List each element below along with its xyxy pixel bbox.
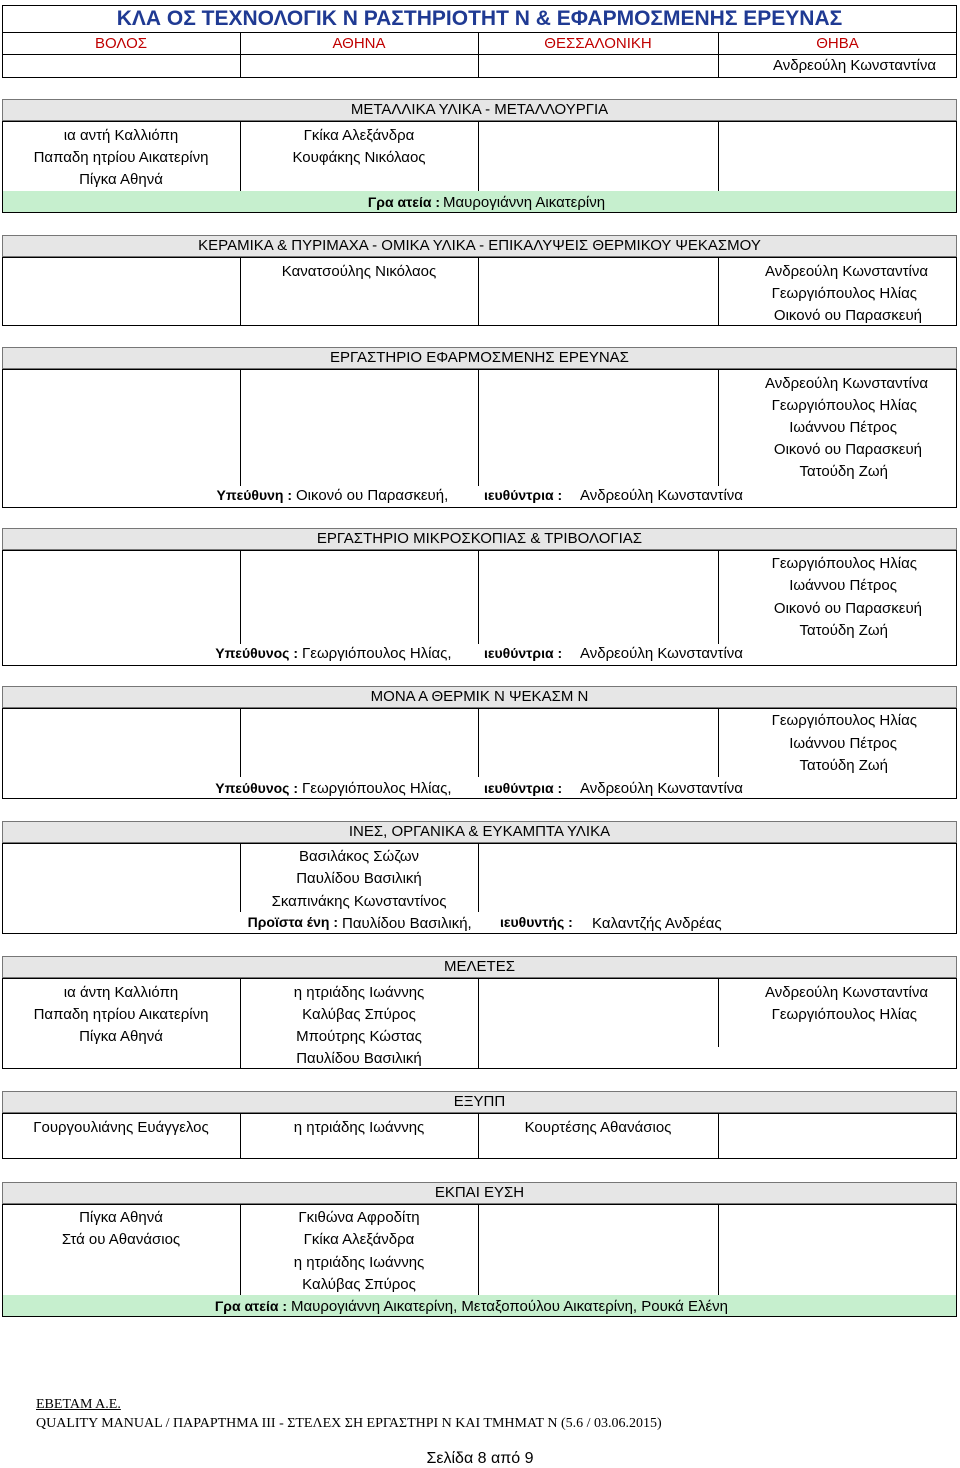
secretary-names: Μαυρογιάννη Αικατερίνη, Μεταξοπούλου Αικατερίνη, Ρουκά Ελένη <box>291 1298 728 1315</box>
person: η ητριάδης Ιωάννης <box>293 984 425 1001</box>
person: Γκίκα Αλεξάνδρα <box>303 127 415 144</box>
person: Γουργουλιάνης Ευάγγελος <box>33 1119 209 1136</box>
director-label: ιευθύντρια : <box>484 780 563 796</box>
section-title-mikroskopias: ΕΡΓΑΣΤΗΡΙΟ ΜΙΚΡΟΣΚΟΠΙΑΣ & ΤΡΙΒΟΛΟΓΙΑΣ <box>316 530 643 547</box>
person: Καλύβας Σπύρος <box>302 1276 416 1293</box>
page-number: Σελίδα 8 από 9 <box>426 1450 534 1467</box>
person: Κουφάκης Νικόλαος <box>292 149 426 166</box>
person: Ιωάννου Πέτρος <box>789 735 897 752</box>
section-title-meletes: ΜΕΛΕΤΕΣ <box>444 958 515 975</box>
person: η ητριάδης Ιωάννης <box>293 1119 425 1136</box>
responsible-name: Οικονό ου Παρασκευή, <box>296 487 449 504</box>
header-col-line <box>478 32 479 78</box>
person: Τατούδη Ζωή <box>799 622 888 639</box>
person: Μπούτρης Κώστας <box>296 1028 422 1045</box>
col-line <box>478 1204 479 1295</box>
person: Καλύβας Σπύρος <box>302 1006 416 1023</box>
director-label: ιευθυντής : <box>500 914 573 930</box>
person: Πίγκα Αθηνά <box>79 1209 163 1226</box>
person: Γεωργιόπουλος Ηλίας <box>771 555 917 572</box>
person: Τατούδη Ζωή <box>799 463 888 480</box>
page-title: ΚΛΑ ΟΣ ΤΕΧΝΟΛΟΓΙΚ Ν ΡΑΣΤΗΡΙΟΤΗΤ Ν & ΕΦΑΡΜΟΣΜΕΝΗΣ ΕΡΕΥΝΑΣ <box>116 7 843 30</box>
secretary-label: Γρα ατεία : <box>214 1298 287 1314</box>
responsible-name: Παυλίδου Βασιλική, <box>342 915 472 932</box>
person: Γκιθώνα Αφροδίτη <box>298 1209 420 1226</box>
header-divider-2 <box>2 54 957 55</box>
person: Πίγκα Αθηνά <box>79 1028 163 1045</box>
city-thessaloniki: ΘΕΣΣΑΛΟΝΙΚΗ <box>544 35 652 52</box>
person: Γεωργιόπουλος Ηλίας <box>771 712 917 729</box>
responsible-name: Γεωργιόπουλος Ηλίας, <box>302 780 452 797</box>
header-divider <box>2 32 957 33</box>
director-name: Ανδρεούλη Κωνσταντίνα <box>580 487 743 504</box>
section-title-psekasmon: ΜΟΝΑ Α ΘΕΡΜΙΚ Ν ΨΕΚΑΣΜ Ν <box>370 688 589 705</box>
person: Γεωργιόπουλος Ηλίας <box>771 285 917 302</box>
person: Τατούδη Ζωή <box>799 757 888 774</box>
section-title-ines: ΙΝΕΣ, ΟΡΓΑΝΙΚΑ & ΕΥΚΑΜΠΤΑ ΥΛΙΚΑ <box>348 823 611 840</box>
person: Παυλίδου Βασιλική <box>296 870 422 887</box>
person: Πίγκα Αθηνά <box>79 171 163 188</box>
section-title-metallika: ΜΕΤΑΛΛΙΚΑ ΥΛΙΚΑ - ΜΕΤΑΛΛΟΥΡΓΙΑ <box>350 101 609 118</box>
person: Ανδρεούλη Κωνσταντίνα <box>765 263 928 280</box>
col-line <box>478 550 479 644</box>
person: Παπαδη ητρίου Αικατερίνη <box>33 1006 209 1023</box>
person: Ιωάννου Πέτρος <box>789 419 897 436</box>
col-line <box>240 550 241 644</box>
section-title-exypp: ΕΞΥΠΠ <box>453 1093 506 1110</box>
person: Γεωργιόπουλος Ηλίας <box>771 1006 917 1023</box>
col-line <box>718 1204 719 1295</box>
person: Στά ου Αθανάσιος <box>61 1231 181 1248</box>
col-line <box>478 369 479 486</box>
person: Οικονό ου Παρασκευή <box>773 600 922 617</box>
col-line <box>718 1113 719 1159</box>
responsible-label: Υπεύθυνη : <box>216 487 292 503</box>
col-line <box>478 978 479 1069</box>
person: η ητριάδης Ιωάννης <box>293 1254 425 1271</box>
section-title-efarmosmenis: ΕΡΓΑΣΤΗΡΙΟ ΕΦΑΡΜΟΣΜΕΝΗΣ ΕΡΕΥΝΑΣ <box>330 349 629 366</box>
person: Ανδρεούλη Κωνσταντίνα <box>765 984 928 1001</box>
section-title-keramika: ΚΕΡΑΜΙΚΑ & ΠΥΡΙΜΑΧΑ - ΟΜΙΚΑ ΥΛΙΚΑ - ΕΠΙΚΑΛΥΨΕΙΣ ΘΕΡΜΙΚΟΥ ΨΕΚΑΣΜΟΥ <box>198 237 761 254</box>
col-line <box>478 843 479 912</box>
col-line <box>478 121 479 191</box>
header-col-line <box>240 32 241 78</box>
person: Παυλίδου Βασιλική <box>296 1050 422 1067</box>
responsible-label: Υπεύθυνος : <box>215 645 298 661</box>
city-volos: ΒΟΛΟΣ <box>94 35 148 52</box>
col-line <box>478 708 479 777</box>
person: Σκαπινάκης Κωνσταντίνος <box>271 893 447 910</box>
director-label: ιευθύντρια : <box>484 645 563 661</box>
footer-manual: QUALITY MANUAL / ΠΑΡΑΡΤΗΜΑ ΙΙΙ - ΣΤΕΛΕΧ ΣΗ ΕΡΓΑΣΤΗΡΙ Ν ΚΑΙ ΤΜΗΜΑΤ Ν (5.6 / 03.06.2015) <box>36 1416 662 1431</box>
director-name: Καλαντζής Ανδρέας <box>592 915 722 932</box>
director-name: Ανδρεούλη Κωνσταντίνα <box>580 780 743 797</box>
responsible-label: Υπεύθυνος : <box>215 780 298 796</box>
person: Οικονό ου Παρασκευή <box>773 441 922 458</box>
person: Βασιλάκος Σώζων <box>298 848 420 865</box>
person: Κουρτέσης Αθανάσιος <box>524 1119 672 1136</box>
col-line <box>240 369 241 486</box>
person: Οικονό ου Παρασκευή <box>773 307 922 324</box>
section-title-ekpaideusi: ΕΚΠΑΙ ΕΥΣΗ <box>434 1184 525 1201</box>
city-athina: ΑΘΗΝΑ <box>332 35 386 52</box>
person: ια άντη Καλλιόπη <box>63 984 179 1001</box>
secretary-label: Γρα ατεία : <box>367 194 440 210</box>
person: ια αντή Καλλιόπη <box>63 127 179 144</box>
person: Γκίκα Αλεξάνδρα <box>303 1231 415 1248</box>
director-name: Ανδρεούλη Κωνσταντίνα <box>580 645 743 662</box>
secretary-names: Μαυρογιάννη Αικατερίνη <box>443 194 606 211</box>
person: Γεωργιόπουλος Ηλίας <box>771 397 917 414</box>
thiva-person: Ανδρεούλη Κωνσταντίνα <box>773 57 936 74</box>
responsible-label: Προϊστα ένη : <box>247 914 338 930</box>
person: Παπαδη ητρίου Αικατερίνη <box>33 149 209 166</box>
person: Ανδρεούλη Κωνσταντίνα <box>765 375 928 392</box>
director-label: ιευθύντρια : <box>484 487 563 503</box>
person: Ιωάννου Πέτρος <box>789 577 897 594</box>
person: Κανατσούλης Νικόλαος <box>281 263 437 280</box>
city-thiva: ΘΗΒΑ <box>816 35 859 52</box>
col-line <box>240 708 241 777</box>
responsible-name: Γεωργιόπουλος Ηλίας, <box>302 645 452 662</box>
col-line <box>478 257 479 326</box>
col-line <box>718 121 719 191</box>
footer-company: ΕΒΕΤΑΜ Α.Ε. <box>36 1397 121 1412</box>
